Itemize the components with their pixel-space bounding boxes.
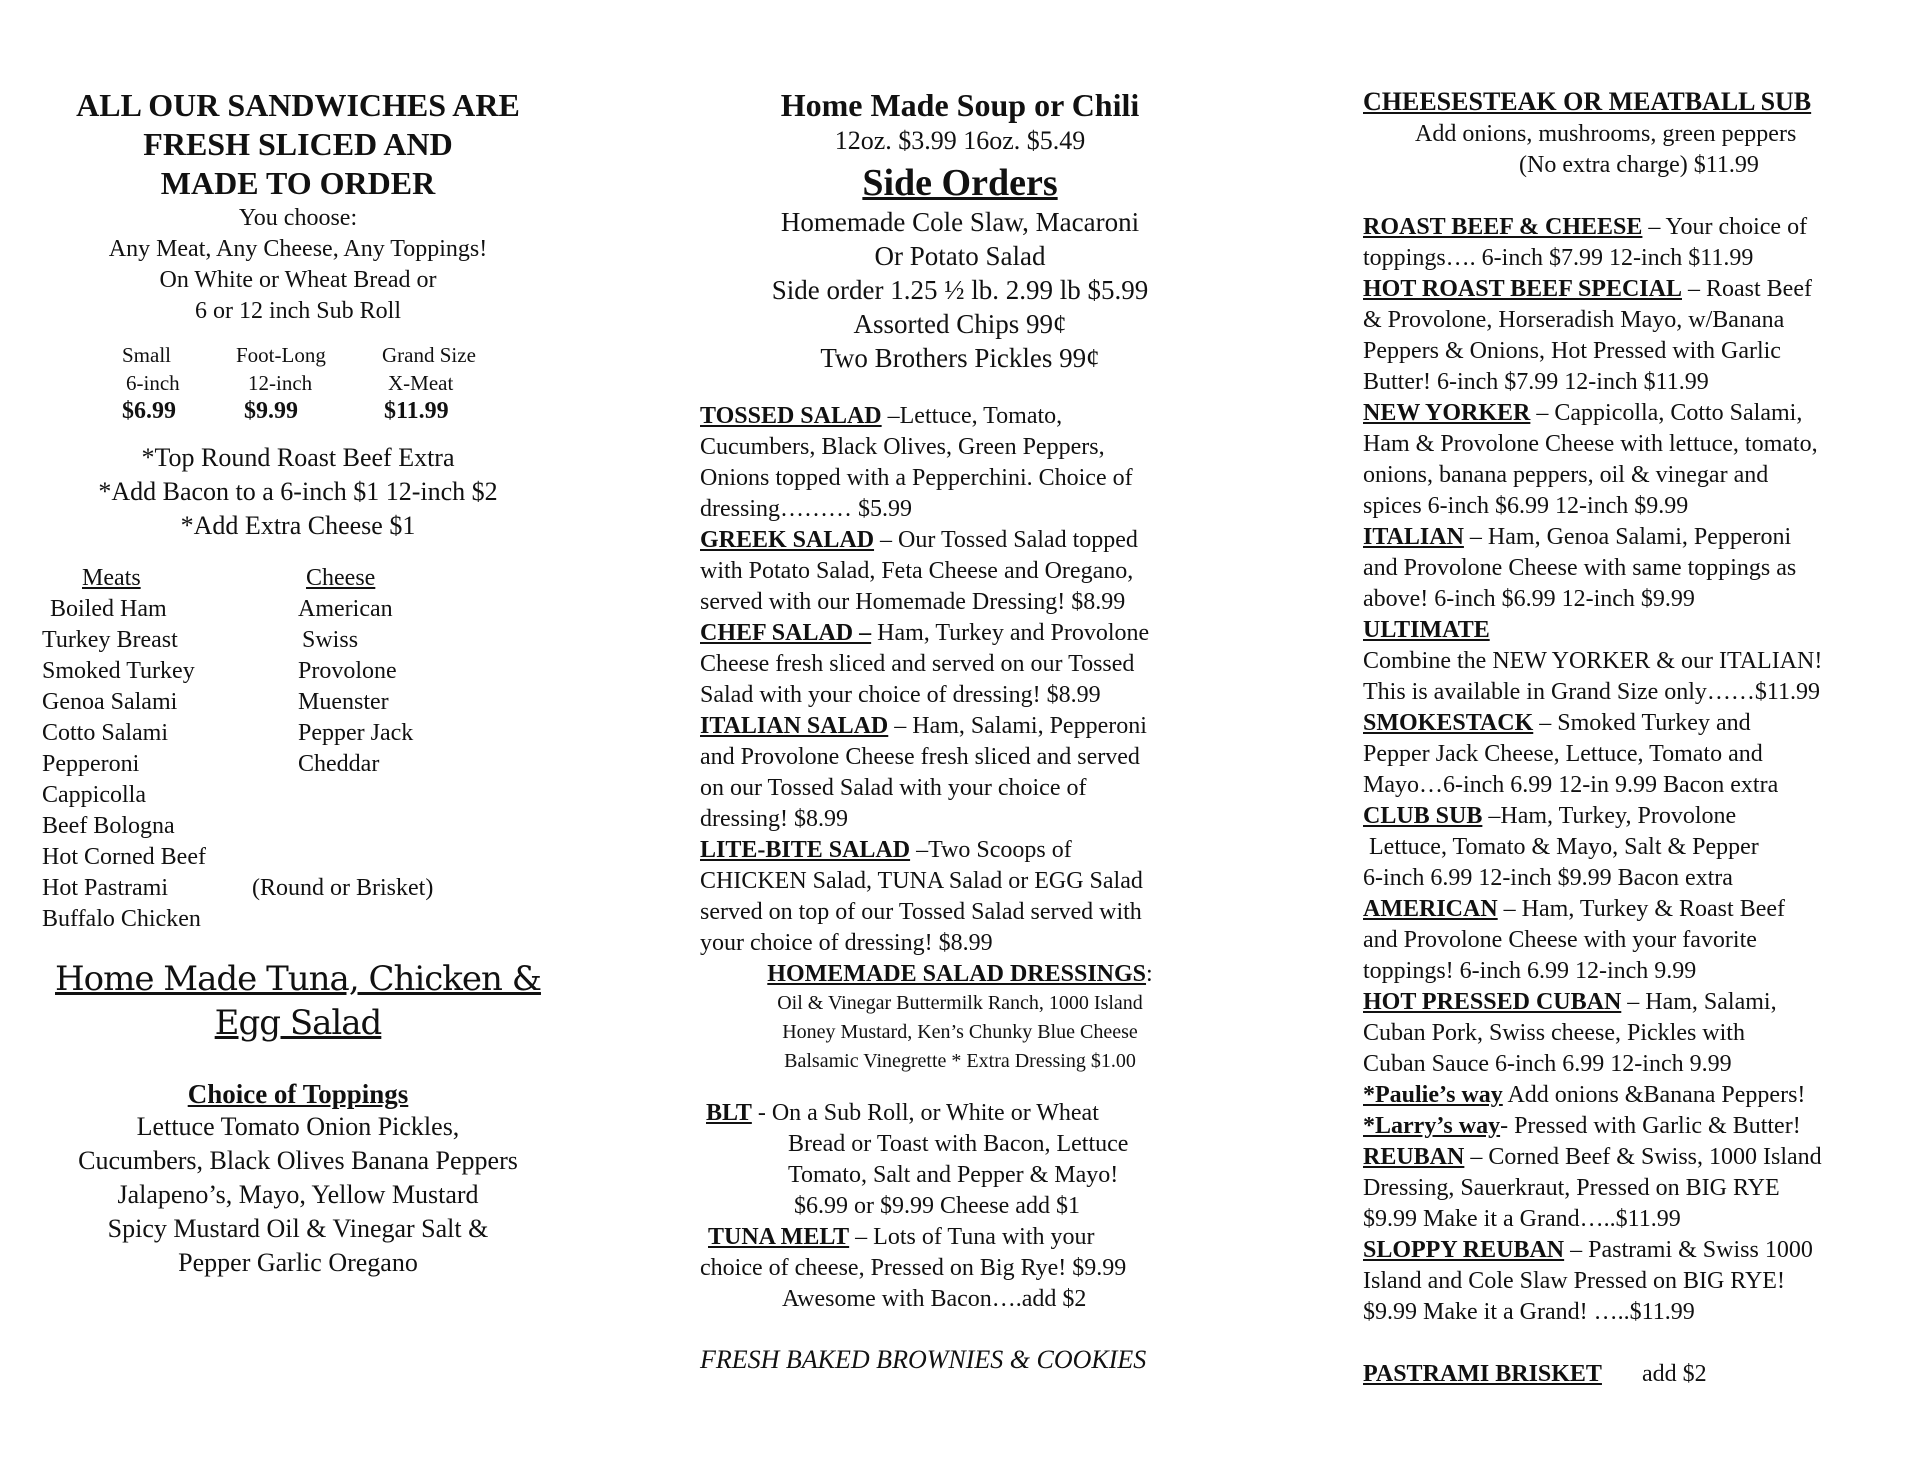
- salad-line: Cucumbers, Black Olives, Green Peppers,: [700, 434, 1105, 460]
- sub-desc: – Corned Beef & Swiss, 1000 Island: [1464, 1144, 1822, 1170]
- meat-item: Genoa Salami: [42, 689, 178, 715]
- size-price: $11.99: [384, 398, 449, 424]
- sub-line: $9.99 Make it a Grand! …..$11.99: [1363, 1299, 1695, 1325]
- salad-desc: – Ham, Salami, Pepperoni: [888, 713, 1147, 739]
- salad-name: CHEF SALAD –: [700, 620, 872, 646]
- cheese-item: Muenster: [298, 689, 389, 715]
- blt-line: $6.99 or $9.99 Cheese add $1: [794, 1193, 1080, 1219]
- salad-line: CHICKEN Salad, TUNA Salad or EGG Salad: [700, 868, 1143, 894]
- soup-prices: 12oz. $3.99 16oz. $5.49: [834, 126, 1086, 155]
- sub-desc: – Ham, Salami,: [1621, 989, 1777, 1015]
- sub-name: HOT ROAST BEEF SPECIAL: [1363, 276, 1682, 302]
- sub-line: spices 6-inch $6.99 12-inch $9.99: [1363, 493, 1689, 519]
- sub-name: SMOKESTACK: [1363, 710, 1534, 736]
- sub-desc: – Cappicolla, Cotto Salami,: [1530, 400, 1803, 426]
- intro-line: 6 or 12 inch Sub Roll: [194, 298, 401, 324]
- specialty-subs-list: [1363, 212, 1893, 1328]
- salad-name: LITE-BITE SALAD: [700, 837, 911, 863]
- pastrami-brisket-line: [1363, 1359, 1893, 1390]
- sub-club: [1363, 801, 1893, 894]
- sub-desc: – Roast Beef: [1681, 276, 1812, 302]
- sub-ultimate: [1363, 615, 1893, 708]
- tuna-title-line: Egg Salad: [214, 1003, 382, 1043]
- cheese-item: American: [298, 596, 393, 622]
- salad-tossed: [700, 401, 1220, 525]
- salad-desc: –Two Scoops of: [910, 837, 1072, 863]
- side-line: Homemade Cole Slaw, Macaroni: [780, 207, 1140, 237]
- side-orders-title: Side Orders: [862, 162, 1058, 204]
- salads-list: [700, 401, 1220, 959]
- sub-desc: –Ham, Turkey, Provolone: [1482, 803, 1737, 829]
- dressing-line: Balsamic Vinegrette * Extra Dressing $1.00: [784, 1050, 1136, 1072]
- sub-smokestack: [1363, 708, 1893, 801]
- tuna-melt-line: Awesome with Bacon….add $2: [782, 1286, 1087, 1312]
- salad-line: served on top of our Tossed Salad served with: [700, 899, 1142, 925]
- sub-line: Ham & Provolone Cheese with lettuce, tomato,: [1363, 431, 1818, 457]
- salad-line: Onions topped with a Pepperchini. Choice of: [700, 465, 1133, 491]
- sub-name: HOT PRESSED CUBAN: [1363, 989, 1622, 1015]
- cheese-header: Cheese: [306, 565, 376, 591]
- tuna-melt-name: TUNA MELT: [708, 1224, 850, 1250]
- sandwich-headline: [38, 86, 558, 203]
- salad-desc: Ham, Turkey and Provolone: [871, 620, 1150, 646]
- size-small: [122, 341, 180, 425]
- size-price: $6.99: [122, 398, 176, 424]
- tuna-title-line: Home Made Tuna, Chicken &: [55, 959, 541, 999]
- headline-line: ALL OUR SANDWICHES ARE: [76, 87, 520, 123]
- sub-american: [1363, 894, 1893, 987]
- soup-title: Home Made Soup or Chili: [780, 87, 1140, 123]
- headline-line: MADE TO ORDER: [160, 165, 436, 201]
- sub-line: Combine the NEW YORKER & our ITALIAN!: [1363, 648, 1823, 674]
- salad-desc: –Lettuce, Tomato,: [881, 403, 1063, 429]
- dressings-section: [700, 959, 1220, 1076]
- sub-sloppy-reuban: [1363, 1235, 1893, 1328]
- sub-line: Cuban Pork, Swiss cheese, Pickles with: [1363, 1020, 1745, 1046]
- cheese-item: Swiss: [302, 627, 359, 653]
- meat-item: Pepperoni: [42, 751, 140, 777]
- sub-line: Island and Cole Slaw Pressed on BIG RYE!: [1363, 1268, 1785, 1294]
- sub-italian: [1363, 522, 1893, 615]
- salad-line: Salad with your choice of dressing! $8.99: [700, 682, 1101, 708]
- sub-line: Pepper Jack Cheese, Lettuce, Tomato and: [1363, 741, 1763, 767]
- sub-reuban: [1363, 1142, 1893, 1235]
- intro-line: On White or Wheat Bread or: [159, 267, 437, 293]
- size-length: X-Meat: [388, 371, 454, 395]
- toppings-line: Lettuce Tomato Onion Pickles,: [136, 1112, 460, 1141]
- salad-line: dressing……… $5.99: [700, 496, 912, 522]
- sub-name: CLUB SUB: [1363, 803, 1483, 829]
- salad-italian: [700, 711, 1220, 835]
- meat-item: Boiled Ham: [50, 596, 167, 622]
- blt-desc: - On a Sub Roll, or White or Wheat: [751, 1100, 1099, 1126]
- headline-line: FRESH SLICED AND: [143, 126, 453, 162]
- blt-name: BLT: [706, 1100, 752, 1126]
- meat-item: Cotto Salami: [42, 720, 168, 746]
- sub-line: & Provolone, Horseradish Mayo, w/Banana: [1363, 307, 1785, 333]
- size-name: Foot-Long: [236, 343, 326, 367]
- sub-roast-beef-cheese: [1363, 212, 1893, 274]
- salad-name: TOSSED SALAD: [700, 403, 882, 429]
- sub-line: toppings! 6-inch 6.99 12-inch 9.99: [1363, 958, 1697, 984]
- sub-line: toppings…. 6-inch $7.99 12-inch $11.99: [1363, 245, 1754, 271]
- sub-line: Mayo…6-inch 6.99 12-in 9.99 Bacon extra: [1363, 772, 1779, 798]
- meats-list: [42, 563, 206, 935]
- blt-line: Bread or Toast with Bacon, Lettuce: [788, 1131, 1129, 1157]
- sub-name: NEW YORKER: [1363, 400, 1531, 426]
- sub-name: *Paulie’s way: [1363, 1082, 1503, 1108]
- meat-item: Cappicolla: [42, 782, 146, 808]
- extra-line: *Top Round Roast Beef Extra: [141, 443, 455, 472]
- size-table: [38, 341, 558, 425]
- dressing-line: Honey Mustard, Ken’s Chunky Blue Cheese: [782, 1021, 1138, 1043]
- toppings-line: Spicy Mustard Oil & Vinegar Salt &: [107, 1214, 489, 1243]
- pastrami-brisket-price: add $2: [1641, 1361, 1707, 1387]
- sub-new-yorker: [1363, 398, 1893, 522]
- sub-line: and Provolone Cheese with same toppings as: [1363, 555, 1797, 581]
- salad-chef: [700, 618, 1220, 711]
- sub-line: Butter! 6-inch $7.99 12-inch $11.99: [1363, 369, 1709, 395]
- sub-desc: – Ham, Turkey & Roast Beef: [1497, 896, 1785, 922]
- column-specialty-subs: [1363, 86, 1893, 1390]
- sub-hot-roast-beef: [1363, 274, 1893, 398]
- meat-item: Hot Corned Beef: [42, 844, 206, 870]
- side-line: Or Potato Salad: [874, 241, 1046, 271]
- pastrami-note: (Round or Brisket): [252, 875, 434, 901]
- sandwich-intro: [38, 203, 558, 327]
- meat-item: Beef Bologna: [42, 813, 175, 839]
- intro-line: You choose:: [238, 205, 358, 231]
- toppings-line: Jalapeno’s, Mayo, Yellow Mustard: [117, 1180, 479, 1209]
- sub-desc: – Pastrami & Swiss 1000: [1564, 1237, 1813, 1263]
- tuna-melt-line: choice of cheese, Pressed on Big Rye! $9.99: [700, 1255, 1127, 1281]
- size-length: 12-inch: [248, 371, 313, 395]
- side-orders-list: [700, 205, 1220, 375]
- salad-line: on our Tossed Salad with your choice of: [700, 775, 1087, 801]
- salad-line: served with our Homemade Dressing! $8.99: [700, 589, 1126, 615]
- sub-paulies-way: [1363, 1080, 1893, 1111]
- salad-name: GREEK SALAD: [700, 527, 875, 553]
- side-line: Assorted Chips 99¢: [853, 309, 1067, 339]
- salad-line: with Potato Salad, Feta Cheese and Oregano,: [700, 558, 1134, 584]
- salad-greek: [700, 525, 1220, 618]
- sub-line: onions, banana peppers, oil & vinegar and: [1363, 462, 1769, 488]
- size-foot-long: [236, 341, 326, 425]
- cheesesteak-line: (No extra charge) $11.99: [1519, 152, 1759, 178]
- intro-line: Any Meat, Any Cheese, Any Toppings!: [108, 236, 488, 262]
- sub-line: 6-inch 6.99 12-inch $9.99 Bacon extra: [1363, 865, 1733, 891]
- size-price: $9.99: [244, 398, 298, 424]
- sub-name: REUBAN: [1363, 1144, 1465, 1170]
- sub-larrys-way: [1363, 1111, 1893, 1142]
- sub-desc: – Smoked Turkey and: [1533, 710, 1751, 736]
- salad-line: dressing! $8.99: [700, 806, 848, 832]
- meat-item: Buffalo Chicken: [42, 906, 201, 932]
- sub-line: Cuban Sauce 6-inch 6.99 12-inch 9.99: [1363, 1051, 1732, 1077]
- cheese-item: Pepper Jack: [298, 720, 414, 746]
- sub-name: *Larry’s way: [1363, 1113, 1501, 1139]
- sub-desc: – Your choice of: [1642, 214, 1808, 240]
- cheesesteak-title: CHEESESTEAK OR MEATBALL SUB: [1363, 87, 1812, 116]
- cheese-item: Provolone: [298, 658, 397, 684]
- column-sandwiches: [38, 86, 558, 1280]
- salad-line: Cheese fresh sliced and served on our Tossed: [700, 651, 1135, 677]
- sub-line: Dressing, Sauerkraut, Pressed on BIG RYE: [1363, 1175, 1780, 1201]
- sandwich-extras: [38, 441, 558, 543]
- side-line: Two Brothers Pickles 99¢: [820, 343, 1100, 373]
- sub-desc: - Pressed with Garlic & Butter!: [1500, 1113, 1801, 1139]
- salad-lite-bite: [700, 835, 1220, 959]
- sub-line: and Provolone Cheese with your favorite: [1363, 927, 1757, 953]
- meat-item: Turkey Breast: [42, 627, 178, 653]
- size-name: Small: [122, 343, 172, 367]
- salad-desc: – Our Tossed Salad topped: [874, 527, 1138, 553]
- sub-line: Lettuce, Tomato & Mayo, Salt & Pepper: [1363, 834, 1759, 860]
- pastrami-brisket-name: PASTRAMI BRISKET: [1363, 1361, 1602, 1387]
- dressings-colon: :: [1146, 961, 1153, 987]
- sub-line: $9.99 Make it a Grand…..$11.99: [1363, 1206, 1681, 1232]
- sub-line: This is available in Grand Size only……$11.99: [1363, 679, 1821, 705]
- dressings-list: [700, 989, 1220, 1076]
- toppings-line: Cucumbers, Black Olives Banana Peppers: [78, 1146, 518, 1175]
- blt-line: Tomato, Salt and Pepper & Mayo!: [788, 1162, 1119, 1188]
- extra-line: *Add Extra Cheese $1: [180, 511, 416, 540]
- salad-name: ITALIAN SALAD: [700, 713, 889, 739]
- sub-name: ULTIMATE: [1363, 617, 1490, 643]
- salad-line: and Provolone Cheese fresh sliced and served: [700, 744, 1140, 770]
- size-name: Grand Size: [382, 343, 476, 367]
- sub-name: ROAST BEEF & CHEESE: [1363, 214, 1643, 240]
- size-grand: [382, 341, 476, 425]
- sub-desc: – Ham, Genoa Salami, Pepperoni: [1463, 524, 1792, 550]
- column-soups-salads: [700, 86, 1220, 1375]
- toppings-list: [38, 1110, 558, 1280]
- salad-line: your choice of dressing! $8.99: [700, 930, 993, 956]
- tuna-chicken-egg-title: [38, 957, 558, 1045]
- sub-name: ITALIAN: [1363, 524, 1464, 550]
- size-length: 6-inch: [126, 371, 180, 395]
- sub-name: AMERICAN: [1363, 896, 1498, 922]
- dressing-line: Oil & Vinegar Buttermilk Ranch, 1000 Island: [777, 992, 1143, 1014]
- cheesesteak-line: Add onions, mushrooms, green peppers: [1415, 121, 1797, 147]
- sub-name: SLOPPY REUBAN: [1363, 1237, 1565, 1263]
- cheese-list: [298, 563, 413, 780]
- brownies-cookies: FRESH BAKED BROWNIES & COOKIES: [700, 1345, 1147, 1374]
- meat-item: Hot Pastrami: [42, 875, 168, 901]
- extra-line: *Add Bacon to a 6-inch $1 12-inch $2: [98, 477, 498, 506]
- toppings-header: Choice of Toppings: [187, 1079, 409, 1109]
- meat-cheese-lists: [38, 563, 558, 935]
- sub-desc: Add onions &Banana Peppers!: [1502, 1082, 1806, 1108]
- cheese-item: Cheddar: [298, 751, 380, 777]
- dressings-title: HOMEMADE SALAD DRESSINGS: [767, 961, 1147, 987]
- meats-header: Meats: [82, 565, 141, 591]
- sub-hot-pressed-cuban: [1363, 987, 1893, 1080]
- tuna-melt-desc: – Lots of Tuna with your: [849, 1224, 1095, 1250]
- meat-item: Smoked Turkey: [42, 658, 195, 684]
- sub-line: Peppers & Onions, Hot Pressed with Garlic: [1363, 338, 1781, 364]
- cheesesteak-section: [1363, 86, 1893, 181]
- side-line: Side order 1.25 ½ lb. 2.99 lb $5.99: [771, 275, 1149, 305]
- toppings-line: Pepper Garlic Oregano: [178, 1248, 418, 1277]
- sub-line: above! 6-inch $6.99 12-inch $9.99: [1363, 586, 1695, 612]
- blt-section: [700, 1098, 1220, 1315]
